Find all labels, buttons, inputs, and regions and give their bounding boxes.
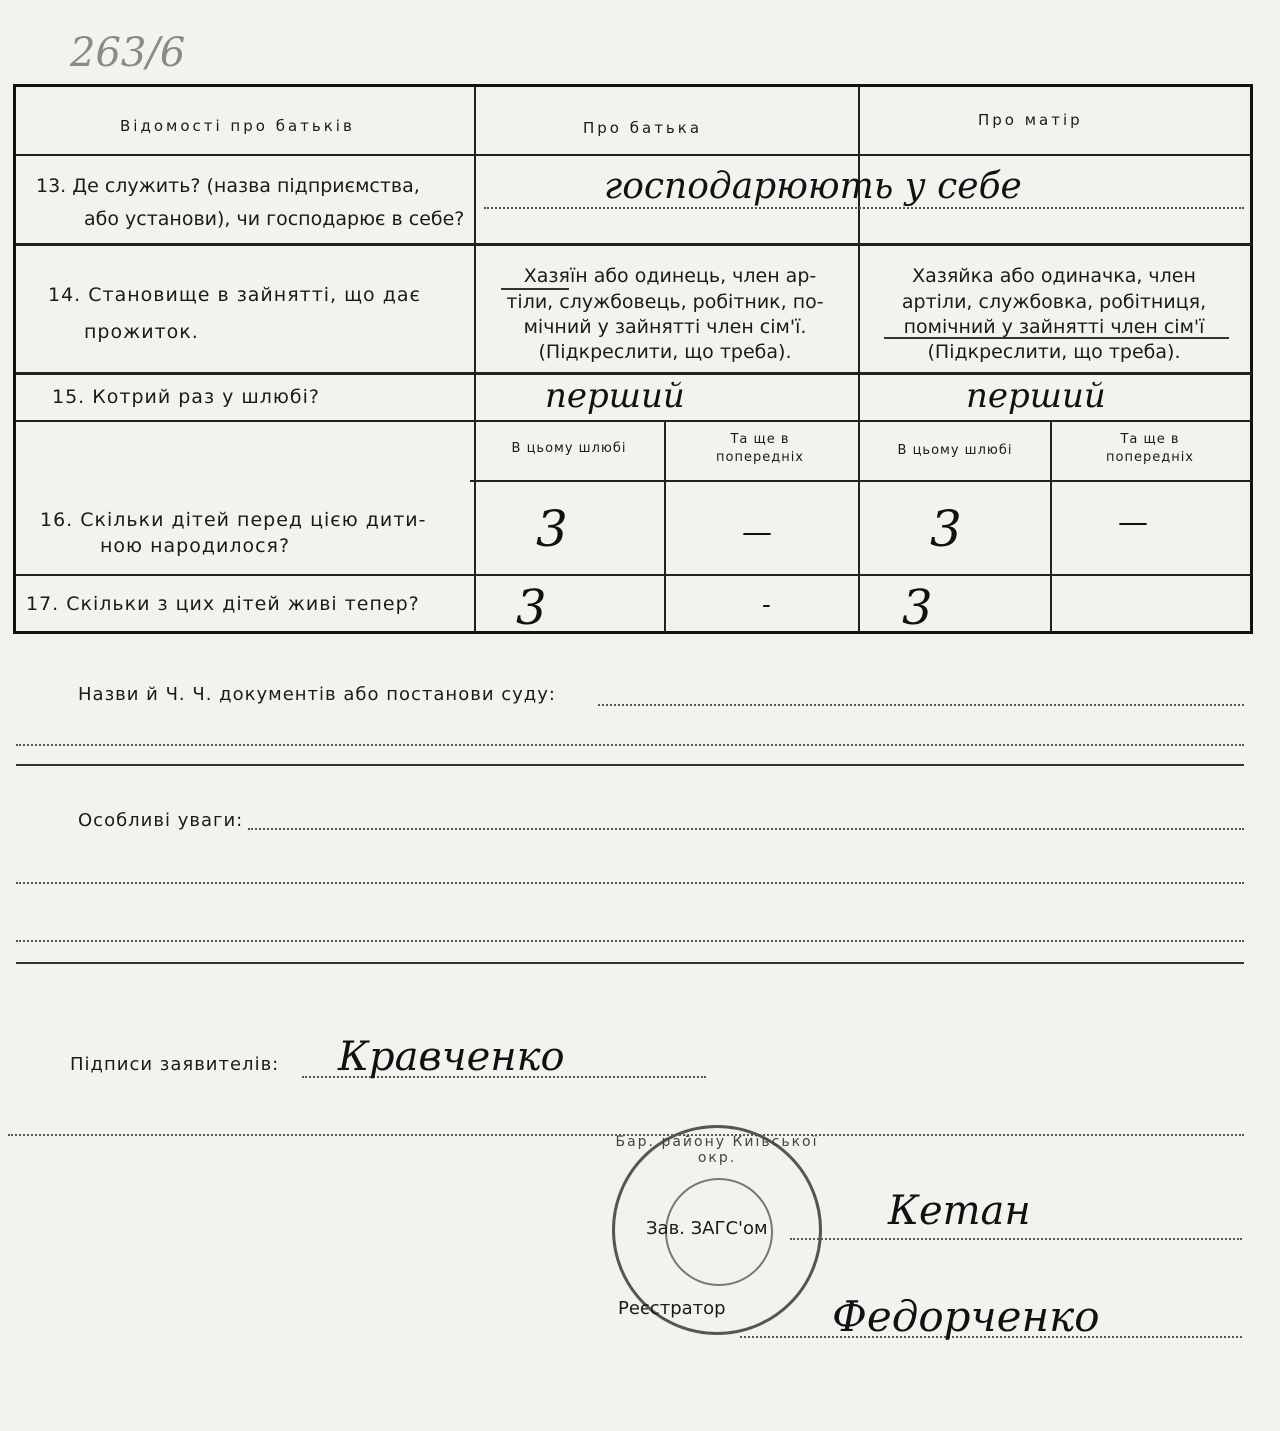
- row16-mother-prev: —: [1118, 505, 1148, 540]
- row14-father-line2: тіли, службовець, робітник, по-: [506, 291, 824, 313]
- table-rule: [16, 372, 1252, 375]
- pencil-note: 263/6: [70, 30, 186, 76]
- documents-line: [598, 704, 1244, 706]
- row13-question-line1: 13. Де служить? (назва підприємства,: [36, 175, 420, 197]
- table-rule: [16, 154, 1252, 156]
- header-father: Про батька: [583, 119, 703, 137]
- applicants-signature-label: Підписи заявителів:: [70, 1054, 280, 1075]
- row17-mother-this: 3: [902, 580, 933, 636]
- notes-line: [16, 962, 1244, 964]
- row16-question-line1: 16. Скільки дітей перед цією дити-: [40, 509, 427, 531]
- row14-father-line3: мічний у зайнятті член сім'ї.: [523, 316, 807, 338]
- row16-mother-this: 3: [930, 500, 962, 558]
- notes-line: [16, 940, 1244, 942]
- table-rule: [16, 243, 1252, 246]
- row13-answer-line: [484, 207, 1244, 209]
- applicant-signature: Кравченко: [338, 1034, 565, 1080]
- row14-father-line4: (Підкреслити, що треба).: [538, 341, 792, 363]
- row14-mother-line1: Хазяйка або одиначка, член: [912, 265, 1196, 287]
- table-rule: [474, 86, 476, 632]
- stamp-text: Бар. району Київської окр.: [615, 1134, 819, 1166]
- notes-line: [16, 882, 1244, 884]
- subheader-father-previous: Та ще в попередніх: [716, 432, 804, 465]
- row15-father-answer: перший: [545, 376, 685, 416]
- registrar-signature: Федорченко: [832, 1292, 1100, 1341]
- row15-question: 15. Котрий раз у шлюбі?: [52, 386, 320, 408]
- row14-question-line1: 14. Становище в зайнятті, що дає: [48, 284, 421, 306]
- notes-label: Особливі уваги:: [78, 810, 244, 831]
- documents-line: [16, 764, 1244, 766]
- row16-father-this: 3: [536, 500, 568, 558]
- row14-father-line1: Хазяїн або одинець, член ар-: [523, 265, 817, 287]
- table-rule: [16, 420, 1252, 422]
- row14-father-underline: [501, 288, 569, 290]
- row17-question: 17. Скільки з цих дітей живі тепер?: [26, 593, 420, 615]
- row14-mother-underline: [884, 337, 1229, 339]
- notes-line: [248, 828, 1244, 830]
- row17-father-this: 3: [516, 580, 547, 636]
- row14-mother-line4: (Підкреслити, що треба).: [927, 341, 1181, 363]
- documents-line: [16, 744, 1244, 746]
- row13-answer: господарюють у себе: [604, 166, 1022, 207]
- row13-question-line2: або установи), чи господарює в себе?: [84, 208, 465, 230]
- row16-father-prev: —: [742, 515, 772, 550]
- row14-mother-line3: помічний у зайнятті член сім'ї: [903, 316, 1205, 338]
- head-signature: Кетан: [888, 1188, 1031, 1234]
- table-rule: [16, 574, 1252, 576]
- header-parents-info: Відомості про батьків: [120, 117, 355, 135]
- subheader-mother-previous: Та ще в попередніх: [1106, 432, 1194, 465]
- row14-question-line2: прожиток.: [84, 321, 199, 343]
- row17-father-prev: -: [762, 590, 771, 620]
- header-mother: Про матір: [978, 111, 1083, 129]
- subheader-father-this-marriage: В цьому шлюбі: [511, 441, 627, 456]
- table-rule: [664, 420, 666, 632]
- table-rule: [1050, 420, 1052, 632]
- row15-mother-answer: перший: [966, 376, 1106, 416]
- registrar-label: Реєстратор: [618, 1298, 726, 1319]
- head-signature-line: [790, 1238, 1242, 1240]
- subheader-mother-this-marriage: В цьому шлюбі: [897, 443, 1013, 458]
- row16-question-line2: ною народилося?: [100, 535, 291, 557]
- table-rule: [470, 480, 1252, 482]
- row14-mother-line2: артіли, службовка, робітниця,: [901, 291, 1207, 313]
- documents-label: Назви й Ч. Ч. документів або постанови суду:: [78, 684, 556, 705]
- head-zags-label: Зав. ЗАГС'ом: [646, 1218, 768, 1239]
